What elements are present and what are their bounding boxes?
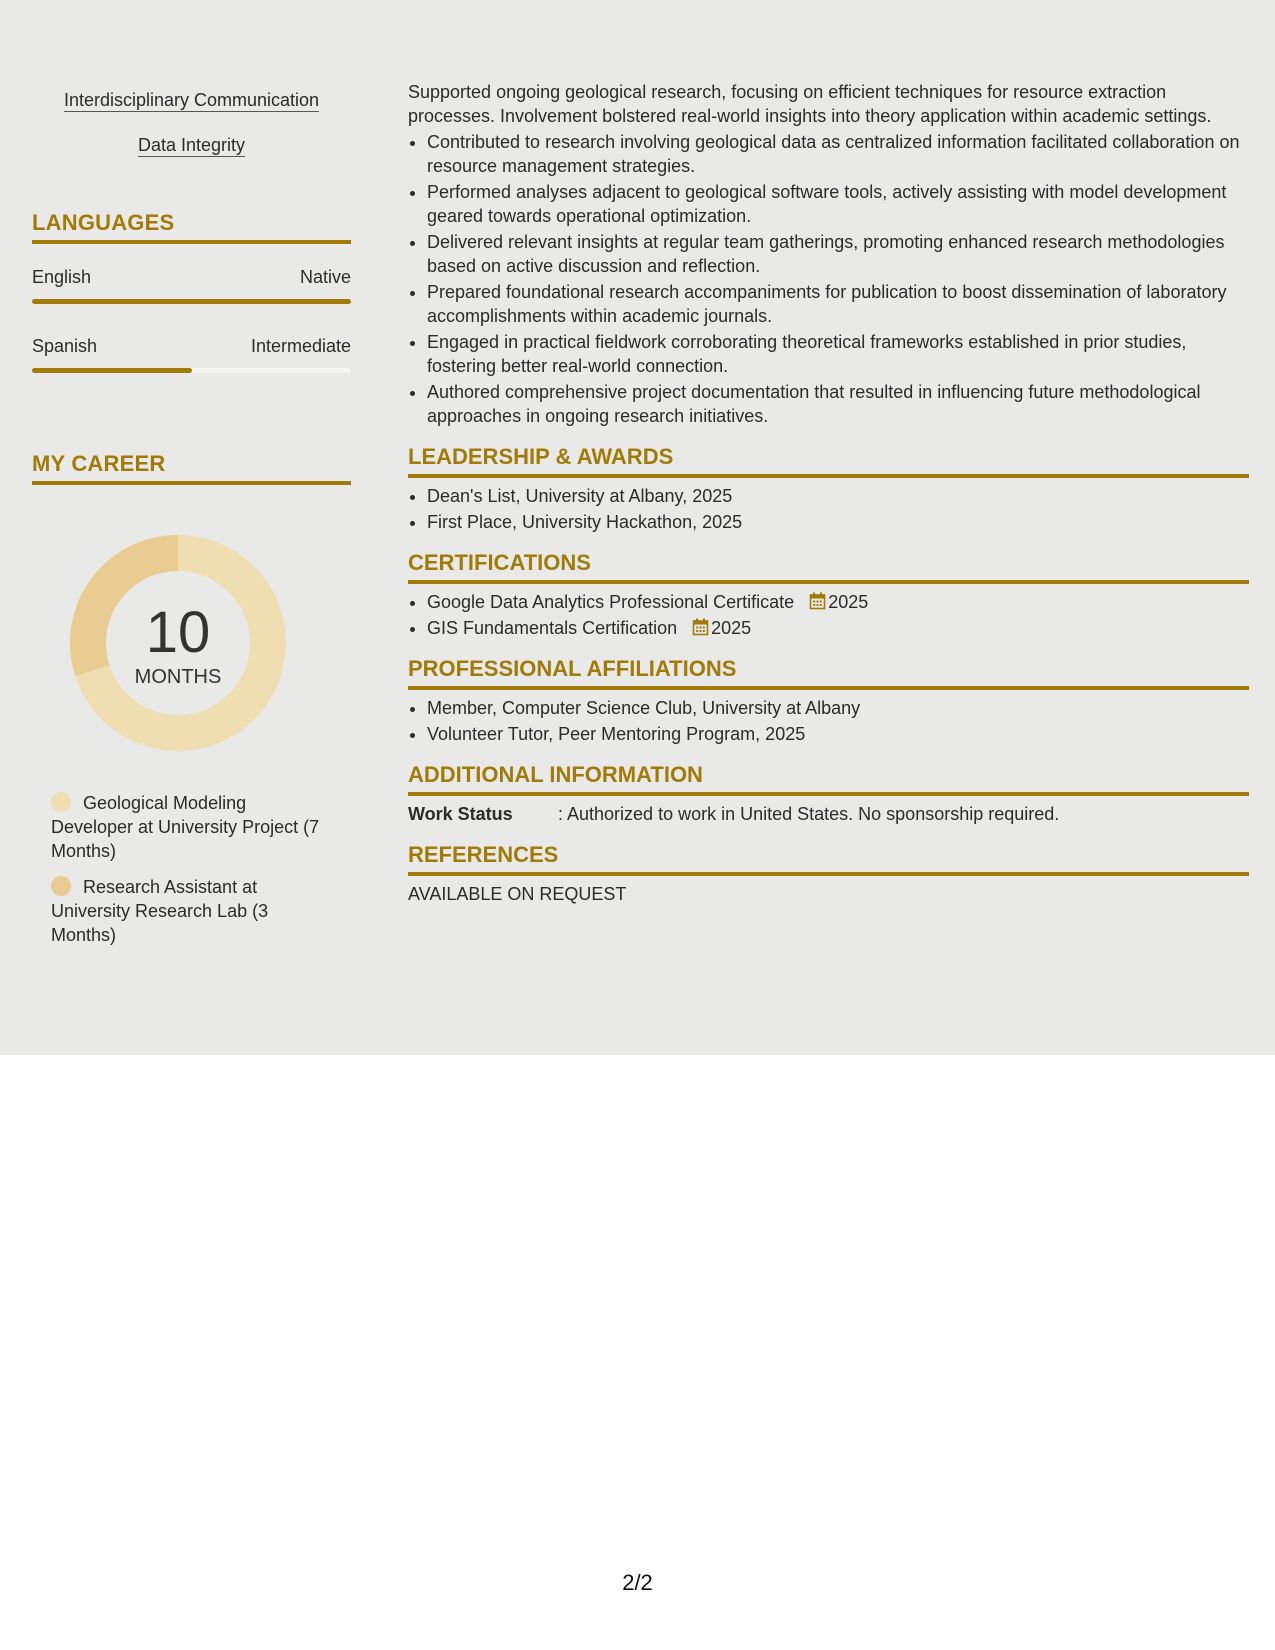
career-donut-chart bbox=[66, 531, 290, 755]
career-total-unit: MONTHS bbox=[134, 665, 222, 688]
skill-label: Data Integrity bbox=[137, 135, 246, 155]
certification-name: Google Data Analytics Professional Certificate bbox=[427, 592, 795, 612]
additional-info-heading: ADDITIONAL INFORMATION bbox=[408, 762, 1249, 796]
skill-item bbox=[32, 133, 351, 157]
list-item: • Delivered relevant insights at regular team gatherings, promoting enhanced research methodologies based on active discussion and reflection. bbox=[427, 230, 1249, 278]
language-bar bbox=[32, 368, 351, 373]
list-item: • Contributed to research involving geological data as centralized information facilitated collaboration on resource management strategies. bbox=[427, 130, 1249, 178]
list-item: • Member, Computer Science Club, University at Albany bbox=[427, 696, 1249, 720]
certification-name: GIS Fundamentals Certification bbox=[427, 618, 678, 638]
career-legend bbox=[51, 791, 321, 959]
list-item: • Performed analyses adjacent to geological software tools, actively assisting with model development geared towards operational optimization. bbox=[427, 180, 1249, 228]
list-item: • Authored comprehensive project documentation that resulted in influencing future methodological approaches in ongoing research initiatives. bbox=[427, 380, 1249, 428]
references-heading: REFERENCES bbox=[408, 842, 1249, 876]
work-status-value: : Authorized to work in United States. No sponsorship required. bbox=[558, 804, 1060, 824]
certifications-list bbox=[408, 590, 1249, 640]
language-level: Native bbox=[299, 267, 351, 287]
legend-dot-icon bbox=[51, 792, 71, 812]
legend-dot-icon bbox=[51, 876, 71, 896]
calendar-icon bbox=[809, 592, 826, 610]
language-name: English bbox=[32, 267, 92, 287]
career-heading: MY CAREER bbox=[32, 451, 351, 485]
work-status-label: Work Status bbox=[408, 804, 513, 824]
skill-label: Interdisciplinary Communication bbox=[63, 90, 320, 110]
career-total-value: 10 bbox=[145, 599, 211, 665]
page-number: 2/2 bbox=[622, 1570, 653, 1595]
leadership-list bbox=[408, 484, 1249, 534]
work-status-row bbox=[408, 802, 1249, 826]
career-role-label: Research Assistant at University Research Lab (3 Months) bbox=[51, 877, 269, 945]
language-bar-fill bbox=[32, 368, 192, 373]
skill-item bbox=[32, 88, 351, 112]
career-legend-item bbox=[51, 875, 321, 947]
affiliations-heading: PROFESSIONAL AFFILIATIONS bbox=[408, 656, 1249, 690]
language-row bbox=[32, 267, 351, 288]
references-text: AVAILABLE ON REQUEST bbox=[408, 884, 627, 904]
list-item: • Volunteer Tutor, Peer Mentoring Program, 2025 bbox=[427, 722, 1249, 746]
list-item: • Prepared foundational research accompaniments for publication to boost dissemination of laboratory accomplishments within academic journals. bbox=[427, 280, 1249, 328]
affiliations-list bbox=[408, 696, 1249, 746]
certification-year: 2025 bbox=[711, 618, 752, 638]
language-name: Spanish bbox=[32, 336, 98, 356]
list-item bbox=[427, 590, 1249, 614]
certifications-heading: CERTIFICATIONS bbox=[408, 550, 1249, 584]
list-item bbox=[427, 616, 1249, 640]
experience-intro: Supported ongoing geological research, focusing on efficient techniques for resource extraction processes. Involvement bolstered real-world insights into theory application within academic settings. bbox=[408, 82, 1212, 126]
list-item: • First Place, University Hackathon, 2025 bbox=[427, 510, 1249, 534]
career-role-label: Geological Modeling Developer at University Project (7 Months) bbox=[51, 793, 320, 861]
language-bar bbox=[32, 299, 351, 304]
languages-heading: LANGUAGES bbox=[32, 210, 351, 244]
leadership-heading: LEADERSHIP & AWARDS bbox=[408, 444, 1249, 478]
list-item: • Dean's List, University at Albany, 2025 bbox=[427, 484, 1249, 508]
calendar-icon bbox=[692, 618, 709, 636]
language-bar-fill bbox=[32, 299, 351, 304]
career-legend-item bbox=[51, 791, 321, 863]
right-column bbox=[408, 80, 1249, 906]
language-level: Intermediate bbox=[250, 336, 351, 356]
language-row bbox=[32, 336, 351, 357]
donut-center bbox=[66, 531, 290, 755]
experience-bullets bbox=[408, 130, 1249, 428]
certification-year: 2025 bbox=[828, 592, 869, 612]
list-item: • Engaged in practical fieldwork corroborating theoretical frameworks established in prior studies, fostering better real-world connection. bbox=[427, 330, 1249, 378]
